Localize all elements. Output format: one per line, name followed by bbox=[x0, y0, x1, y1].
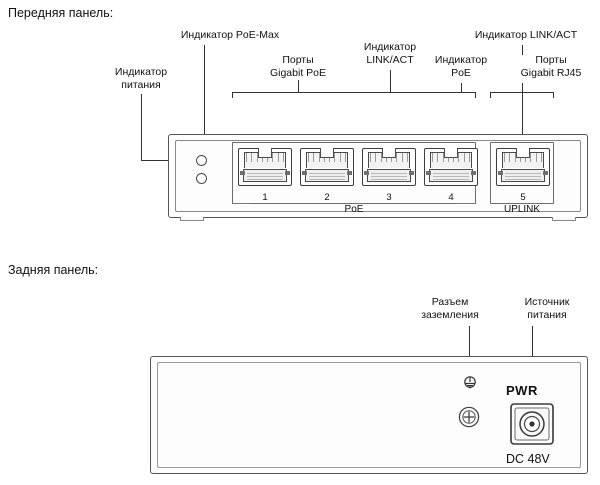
callout-ground-connector-line2: заземления bbox=[421, 308, 479, 321]
callout-link-act-led-poe-line2: LINK/ACT bbox=[366, 53, 414, 66]
callout-poe-led-line2: PoE bbox=[451, 66, 471, 79]
callout-poe-led-line1: Индикатор bbox=[434, 54, 488, 66]
port-number-3: 3 bbox=[386, 192, 392, 203]
callout-power-led-line1: Индикатор bbox=[114, 66, 168, 78]
uplink-group-label: UPLINK bbox=[503, 204, 541, 215]
callout-link-act-led-uplink bbox=[460, 29, 592, 42]
port-3[interactable] bbox=[362, 148, 416, 186]
poe-label-rule-left bbox=[232, 203, 252, 204]
leader-poe-led bbox=[461, 83, 462, 92]
port-number-1: 1 bbox=[262, 192, 268, 203]
callout-power-led-line2: питания bbox=[121, 78, 161, 91]
leader-power-led bbox=[141, 94, 142, 160]
callout-link-act-led-uplink-line1: Индикатор LINK/ACT bbox=[474, 29, 578, 41]
dc-power-jack-icon[interactable] bbox=[510, 403, 554, 445]
port-1[interactable] bbox=[238, 148, 292, 186]
callout-poe-led bbox=[424, 54, 498, 79]
rear-panel-title: Задняя панель: bbox=[8, 263, 99, 277]
leader-link-act-uplink bbox=[522, 45, 523, 55]
callout-power-source-line1: Источник bbox=[524, 296, 570, 308]
callout-power-source bbox=[500, 296, 594, 321]
callout-gigabit-poe-ports bbox=[248, 54, 348, 79]
leader-gigabit-poe-ports bbox=[298, 80, 299, 92]
callout-ground-connector-line1: Разъем bbox=[431, 296, 469, 308]
callout-link-act-led-poe bbox=[344, 41, 436, 66]
callout-gigabit-rj45-ports-line2: Gigabit RJ45 bbox=[520, 66, 582, 79]
port-5-uplink[interactable] bbox=[496, 148, 550, 186]
callout-link-act-led-poe-line1: Индикатор bbox=[363, 41, 417, 53]
callout-gigabit-rj45-ports-line1: Порты bbox=[535, 54, 567, 66]
poe-label-rule-right bbox=[456, 203, 476, 204]
poe-max-led-indicator bbox=[196, 173, 207, 184]
callout-poe-max-led bbox=[160, 29, 300, 42]
chassis-foot-right bbox=[552, 217, 576, 221]
callout-gigabit-poe-ports-line1: Порты bbox=[282, 54, 314, 66]
callout-power-source-line2: питания bbox=[527, 308, 567, 321]
port-number-5: 5 bbox=[520, 192, 526, 203]
power-led-indicator bbox=[196, 155, 207, 166]
poe-group-label: PoE bbox=[344, 204, 364, 215]
callout-gigabit-poe-ports-line2: Gigabit PoE bbox=[269, 66, 327, 79]
leader-link-act-poe bbox=[390, 70, 391, 92]
dc-voltage-label: DC 48V bbox=[506, 452, 550, 466]
chassis-foot-left bbox=[180, 217, 204, 221]
ground-symbol-icon bbox=[458, 376, 482, 394]
front-panel-title: Передняя панель: bbox=[8, 6, 114, 20]
port-4[interactable] bbox=[424, 148, 478, 186]
port-number-4: 4 bbox=[448, 192, 454, 203]
callout-gigabit-rj45-ports bbox=[506, 54, 596, 79]
port-2[interactable] bbox=[300, 148, 354, 186]
port-number-2: 2 bbox=[324, 192, 330, 203]
callout-power-led bbox=[96, 66, 186, 91]
ground-screw-icon[interactable] bbox=[458, 406, 480, 428]
power-label: PWR bbox=[506, 383, 538, 398]
callout-poe-max-led-line1: Индикатор PoE-Max bbox=[180, 29, 280, 41]
callout-ground-connector bbox=[404, 296, 496, 321]
